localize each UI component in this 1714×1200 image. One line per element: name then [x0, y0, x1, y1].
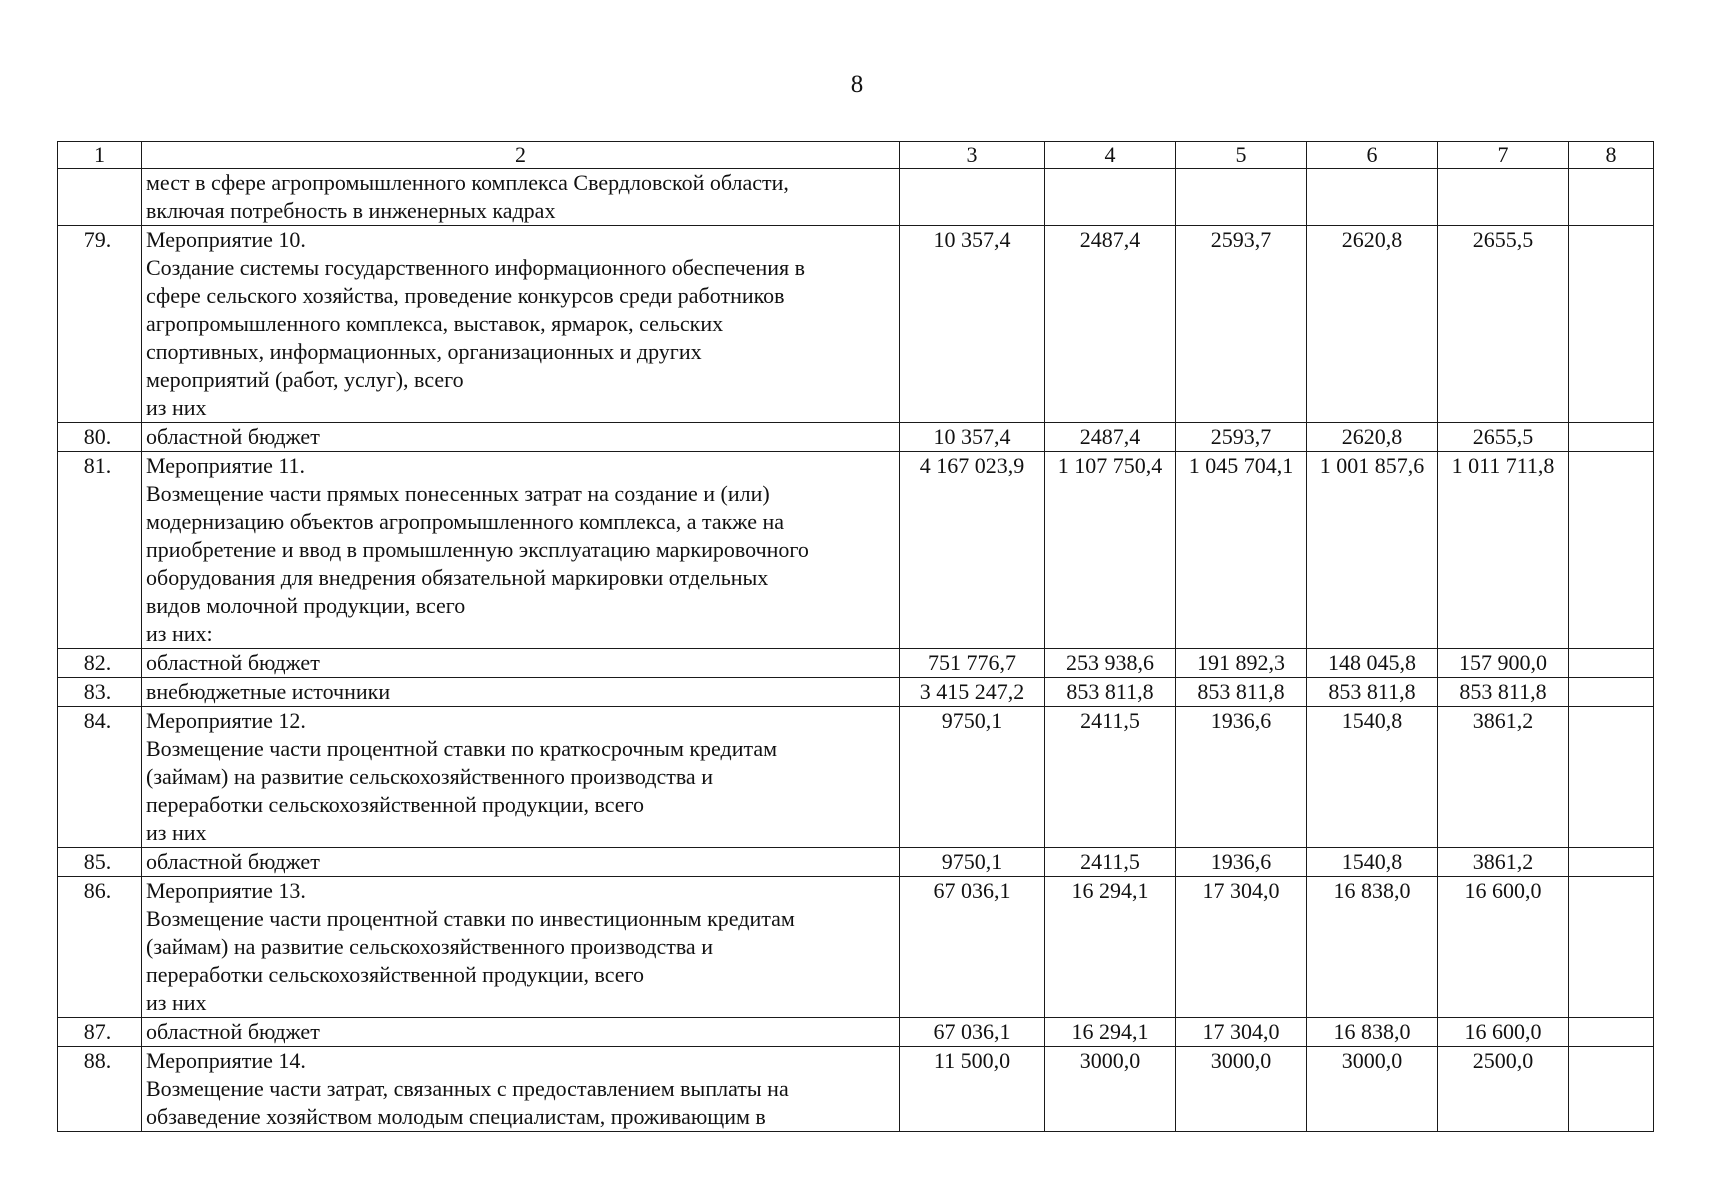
- row-number: 88.: [58, 1047, 142, 1132]
- column-header: 2: [142, 142, 900, 169]
- value-cell-3: 3 415 247,2: [900, 678, 1045, 707]
- budget-table: [57, 141, 1654, 1132]
- value-cell-3: 751 776,7: [900, 649, 1045, 678]
- value-cell-4: 2487,4: [1045, 423, 1176, 452]
- value-cell-3: [900, 169, 1045, 226]
- row-description: [142, 226, 900, 423]
- value-cell-7: 853 811,8: [1438, 678, 1569, 707]
- value-cell-5: [1176, 169, 1307, 226]
- description-line: Мероприятие 11.: [146, 453, 306, 478]
- value-cell-5: 1 045 704,1: [1176, 452, 1307, 649]
- value-cell-6: [1307, 169, 1438, 226]
- row-number: 86.: [58, 877, 142, 1018]
- value-cell-7: [1438, 169, 1569, 226]
- value-cell-4: 2411,5: [1045, 848, 1176, 877]
- row-number: 84.: [58, 707, 142, 848]
- row-number: 83.: [58, 678, 142, 707]
- value-cell-6: 16 838,0: [1307, 1018, 1438, 1047]
- row-description: [142, 1047, 900, 1132]
- description-line: Мероприятие 13.: [146, 878, 306, 903]
- table-row: [58, 169, 1654, 226]
- description-line: оборудования для внедрения обязательной маркировки отдельных: [146, 565, 769, 590]
- value-cell-8: [1569, 649, 1654, 678]
- value-cell-3: 10 357,4: [900, 226, 1045, 423]
- description-line: из них: [146, 820, 207, 845]
- value-cell-7: 1 011 711,8: [1438, 452, 1569, 649]
- description-line: внебюджетные источники: [146, 679, 391, 704]
- row-description: [142, 877, 900, 1018]
- description-line: Мероприятие 10.: [146, 227, 306, 252]
- value-cell-3: 4 167 023,9: [900, 452, 1045, 649]
- table-row: [58, 678, 1654, 707]
- row-description: [142, 707, 900, 848]
- description-line: модернизацию объектов агропромышленного комплекса, а также на: [146, 509, 785, 534]
- description-line: включая потребность в инженерных кадрах: [146, 198, 556, 223]
- column-header: 7: [1438, 142, 1569, 169]
- value-cell-3: 11 500,0: [900, 1047, 1045, 1132]
- table-row: [58, 452, 1654, 649]
- description-line: агропромышленного комплекса, выставок, ярмарок, сельских: [146, 311, 724, 336]
- table-row: [58, 1018, 1654, 1047]
- value-cell-8: [1569, 452, 1654, 649]
- description-line: из них: [146, 395, 207, 420]
- table-row: [58, 226, 1654, 423]
- value-cell-7: 2655,5: [1438, 226, 1569, 423]
- value-cell-6: 3000,0: [1307, 1047, 1438, 1132]
- column-header: 8: [1569, 142, 1654, 169]
- description-line: мест в сфере агропромышленного комплекса Свердловской области,: [146, 170, 789, 195]
- table-row: [58, 707, 1654, 848]
- value-cell-5: 17 304,0: [1176, 1018, 1307, 1047]
- description-line: Мероприятие 12.: [146, 708, 306, 733]
- page-number: 8: [850, 71, 864, 98]
- column-header-row: [58, 142, 1654, 169]
- value-cell-5: 17 304,0: [1176, 877, 1307, 1018]
- description-line: областной бюджет: [146, 1019, 320, 1044]
- column-header: 1: [58, 142, 142, 169]
- value-cell-8: [1569, 877, 1654, 1018]
- value-cell-7: 16 600,0: [1438, 1018, 1569, 1047]
- value-cell-5: 1936,6: [1176, 848, 1307, 877]
- row-number: 82.: [58, 649, 142, 678]
- row-number: 80.: [58, 423, 142, 452]
- description-line: сфере сельского хозяйства, проведение конкурсов среди работников: [146, 283, 785, 308]
- description-line: переработки сельскохозяйственной продукции, всего: [146, 792, 644, 817]
- value-cell-3: 67 036,1: [900, 1018, 1045, 1047]
- value-cell-8: [1569, 169, 1654, 226]
- value-cell-8: [1569, 226, 1654, 423]
- row-number: 79.: [58, 226, 142, 423]
- description-line: Возмещение части прямых понесенных затрат на создание и (или): [146, 481, 770, 506]
- value-cell-6: 1540,8: [1307, 848, 1438, 877]
- table-row: [58, 848, 1654, 877]
- value-cell-4: 16 294,1: [1045, 1018, 1176, 1047]
- value-cell-5: 191 892,3: [1176, 649, 1307, 678]
- description-line: областной бюджет: [146, 424, 320, 449]
- value-cell-6: 1540,8: [1307, 707, 1438, 848]
- description-line: Мероприятие 14.: [146, 1048, 306, 1073]
- value-cell-7: 3861,2: [1438, 707, 1569, 848]
- value-cell-7: 2655,5: [1438, 423, 1569, 452]
- row-number: 81.: [58, 452, 142, 649]
- description-line: видов молочной продукции, всего: [146, 593, 466, 618]
- row-description: [142, 1018, 900, 1047]
- value-cell-6: 16 838,0: [1307, 877, 1438, 1018]
- value-cell-5: 2593,7: [1176, 226, 1307, 423]
- table-body: [58, 142, 1654, 1132]
- value-cell-8: [1569, 678, 1654, 707]
- row-description: [142, 678, 900, 707]
- value-cell-5: 853 811,8: [1176, 678, 1307, 707]
- column-header: 4: [1045, 142, 1176, 169]
- value-cell-8: [1569, 1018, 1654, 1047]
- value-cell-6: 148 045,8: [1307, 649, 1438, 678]
- description-line: Создание системы государственного информационного обеспечения в: [146, 255, 806, 280]
- value-cell-5: 2593,7: [1176, 423, 1307, 452]
- description-line: Возмещение части процентной ставки по краткосрочным кредитам: [146, 736, 778, 761]
- value-cell-5: 3000,0: [1176, 1047, 1307, 1132]
- row-description: [142, 169, 900, 226]
- value-cell-4: 853 811,8: [1045, 678, 1176, 707]
- value-cell-7: 16 600,0: [1438, 877, 1569, 1018]
- value-cell-6: 853 811,8: [1307, 678, 1438, 707]
- table-row: [58, 877, 1654, 1018]
- description-line: Возмещение части процентной ставки по инвестиционным кредитам: [146, 906, 795, 931]
- value-cell-6: 1 001 857,6: [1307, 452, 1438, 649]
- row-description: [142, 423, 900, 452]
- value-cell-7: 157 900,0: [1438, 649, 1569, 678]
- description-line: Возмещение части затрат, связанных с предоставлением выплаты на: [146, 1076, 789, 1101]
- value-cell-4: 16 294,1: [1045, 877, 1176, 1018]
- value-cell-8: [1569, 423, 1654, 452]
- description-line: обзаведение хозяйством молодым специалистам, проживающим в: [146, 1104, 766, 1129]
- value-cell-8: [1569, 707, 1654, 848]
- description-line: (займам) на развитие сельскохозяйственного производства и: [146, 934, 713, 959]
- table-row: [58, 1047, 1654, 1132]
- value-cell-4: [1045, 169, 1176, 226]
- value-cell-6: 2620,8: [1307, 423, 1438, 452]
- column-header: 6: [1307, 142, 1438, 169]
- value-cell-4: 253 938,6: [1045, 649, 1176, 678]
- row-description: [142, 452, 900, 649]
- description-line: (займам) на развитие сельскохозяйственного производства и: [146, 764, 713, 789]
- description-line: из них: [146, 990, 207, 1015]
- value-cell-7: 3861,2: [1438, 848, 1569, 877]
- value-cell-5: 1936,6: [1176, 707, 1307, 848]
- value-cell-7: 2500,0: [1438, 1047, 1569, 1132]
- row-number: 87.: [58, 1018, 142, 1047]
- value-cell-6: 2620,8: [1307, 226, 1438, 423]
- description-line: переработки сельскохозяйственной продукции, всего: [146, 962, 644, 987]
- description-line: мероприятий (работ, услуг), всего: [146, 367, 464, 392]
- description-line: областной бюджет: [146, 650, 320, 675]
- value-cell-4: 3000,0: [1045, 1047, 1176, 1132]
- row-number: [58, 169, 142, 226]
- value-cell-3: 9750,1: [900, 848, 1045, 877]
- value-cell-3: 10 357,4: [900, 423, 1045, 452]
- description-line: спортивных, информационных, организационных и других: [146, 339, 702, 364]
- table-row: [58, 649, 1654, 678]
- value-cell-4: 2487,4: [1045, 226, 1176, 423]
- description-line: областной бюджет: [146, 849, 320, 874]
- table-row: [58, 423, 1654, 452]
- value-cell-4: 1 107 750,4: [1045, 452, 1176, 649]
- value-cell-4: 2411,5: [1045, 707, 1176, 848]
- value-cell-8: [1569, 848, 1654, 877]
- column-header: 3: [900, 142, 1045, 169]
- value-cell-8: [1569, 1047, 1654, 1132]
- value-cell-3: 67 036,1: [900, 877, 1045, 1018]
- row-description: [142, 848, 900, 877]
- description-line: из них:: [146, 621, 213, 646]
- column-header: 5: [1176, 142, 1307, 169]
- value-cell-3: 9750,1: [900, 707, 1045, 848]
- row-number: 85.: [58, 848, 142, 877]
- row-description: [142, 649, 900, 678]
- description-line: приобретение и ввод в промышленную эксплуатацию маркировочного: [146, 537, 809, 562]
